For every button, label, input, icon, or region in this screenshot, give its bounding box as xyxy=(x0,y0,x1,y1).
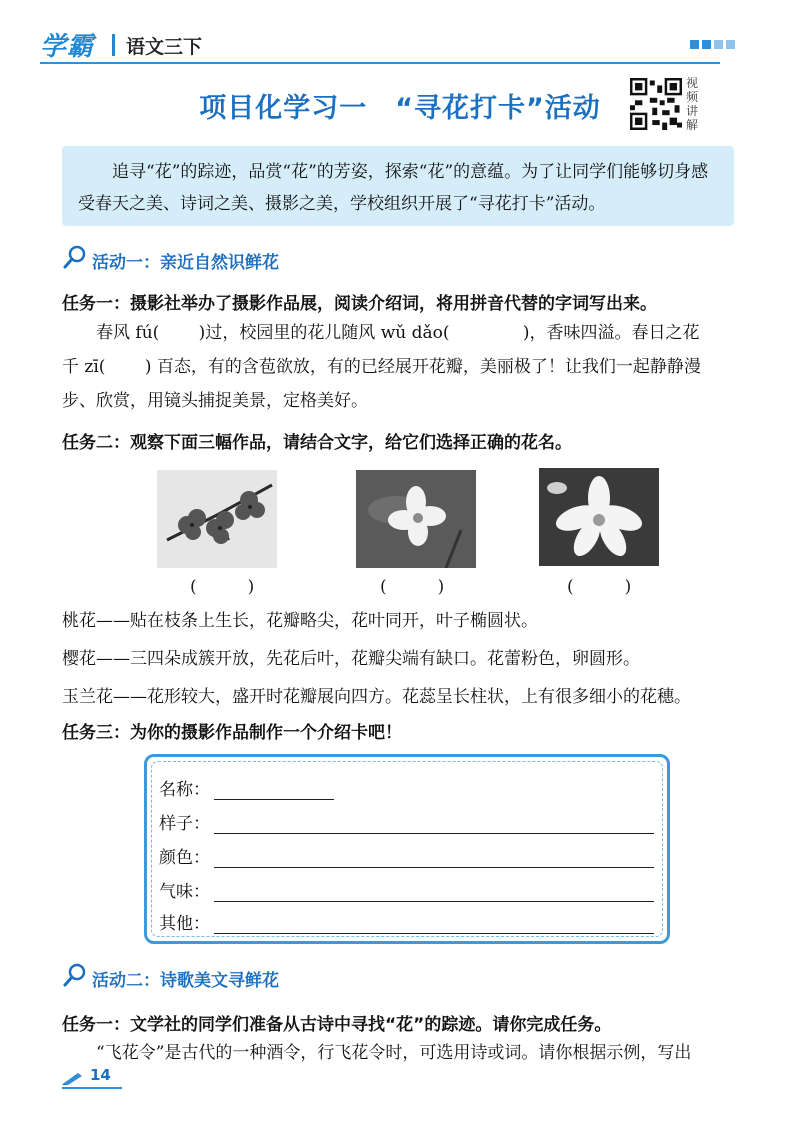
def-cherry: 樱花——三四朵成簇开放，先花后叶，花瓣尖端有缺口。花蕾粉色，卵圆形。 xyxy=(62,649,640,669)
card-line-color[interactable] xyxy=(214,847,654,868)
task-4-text: “飞花令”是古代的一种酒令，行飞花令时，可选用诗或词。请你根据示例，写出 xyxy=(96,1043,692,1063)
def-peach: 桃花——贴在枝条上生长，花瓣略尖，花叶同开，叶子椭圆状。 xyxy=(62,611,538,631)
peach-blossom-photo xyxy=(356,470,476,568)
card-label-smell: 气味： xyxy=(159,882,210,902)
page-title: 项目化学习一 “寻花打卡”活动 xyxy=(199,93,601,124)
def-magnolia: 玉兰花——花形较大，盛开时花瓣展向四方。花蕊呈长柱状，上有很多细小的花穗。 xyxy=(62,687,691,707)
intro-card xyxy=(144,754,670,944)
intro-box xyxy=(62,146,734,226)
photo-1-answer-blank[interactable]: ( ) xyxy=(190,577,255,597)
magnifier-icon xyxy=(62,244,88,270)
photo-2-answer-blank[interactable]: ( ) xyxy=(380,577,445,597)
task-1-line-3: 步、欣赏，用镜头捕捉美景，定格美好。 xyxy=(62,391,368,411)
task-3-title: 任务三：为你的摄影作品制作一个介绍卡吧！ xyxy=(62,723,402,743)
task-4-body xyxy=(62,1036,738,1070)
card-line-appearance[interactable] xyxy=(214,813,654,834)
task-1-body xyxy=(62,316,742,418)
card-line-other[interactable] xyxy=(214,913,654,934)
card-line-name[interactable] xyxy=(214,779,334,800)
card-field-name[interactable] xyxy=(159,775,334,800)
task-1-line-2: 千 zī( ) 百态，有的含苞欲放，有的已经展开花瓣，美丽极了！让我们一起静静漫 xyxy=(62,357,701,377)
task-2-title: 任务二：观察下面三幅作品，请结合文字，给它们选择正确的花名。 xyxy=(62,433,572,453)
cherry-blossom-photo xyxy=(157,470,277,568)
activity-2-title: 活动二：诗歌美文寻鲜花 xyxy=(92,971,279,991)
card-field-other[interactable] xyxy=(159,909,654,934)
card-label-color: 颜色： xyxy=(159,848,210,868)
pen-icon xyxy=(62,1071,84,1085)
task-1-line-1: 春风 fú( )过，校园里的花儿随风 wǔ dǎo( )，香味四溢。春日之花 xyxy=(96,323,700,343)
magnifier-icon xyxy=(62,962,88,988)
qr-label: 视频讲解 xyxy=(686,76,699,132)
page-number: 14 xyxy=(90,1066,111,1084)
header-rule xyxy=(40,62,720,64)
card-field-appearance[interactable] xyxy=(159,809,654,834)
card-label-appearance: 样子： xyxy=(159,814,210,834)
photo-3-answer-blank[interactable]: ( ) xyxy=(567,577,632,597)
brand-divider xyxy=(112,34,115,56)
activity-1-title: 活动一：亲近自然识鲜花 xyxy=(92,253,279,273)
task-4-title: 任务一：文学社的同学们准备从古诗中寻找“花”的踪迹。请你完成任务。 xyxy=(62,1015,612,1035)
card-line-smell[interactable] xyxy=(214,881,654,902)
task-1-title: 任务一：摄影社举办了摄影作品展，阅读介绍词，将用拼音代替的字词写出来。 xyxy=(62,294,657,314)
subject-label: 语文三下 xyxy=(126,36,203,58)
header-dots xyxy=(690,40,735,49)
card-label-other: 其他： xyxy=(159,914,210,934)
intro-text: 追寻“花”的踪迹，品赏“花”的芳姿，探索“花”的意蕴。为了让同学们能够切身感受春天之美、诗词之美、摄影之美，学校组织开展了“寻花打卡”活动。 xyxy=(78,162,709,214)
card-label-name: 名称： xyxy=(159,780,210,800)
footer-rule xyxy=(62,1087,122,1089)
qr-code-icon[interactable] xyxy=(630,78,682,130)
card-field-smell[interactable] xyxy=(159,877,654,902)
brand-logo: 学霸 xyxy=(40,31,95,61)
card-field-color[interactable] xyxy=(159,843,654,868)
magnolia-photo xyxy=(539,468,659,566)
